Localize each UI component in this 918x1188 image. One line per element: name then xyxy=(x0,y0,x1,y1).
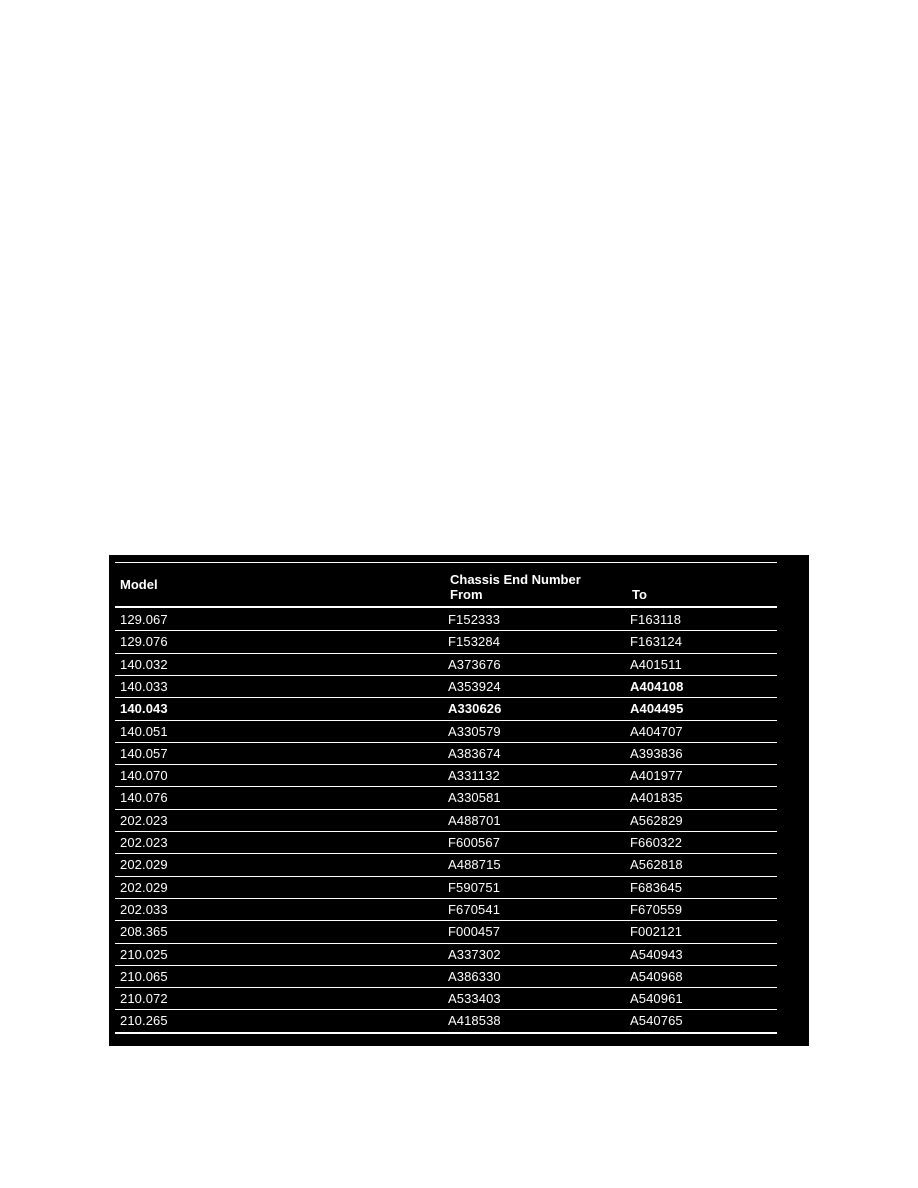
row-rule xyxy=(115,697,777,698)
from-cell: F600567 xyxy=(448,835,501,850)
table-top-rule xyxy=(115,562,777,563)
to-cell: F660322 xyxy=(630,835,683,850)
to-cell: A540765 xyxy=(630,1013,683,1028)
from-cell: F153284 xyxy=(448,634,501,649)
row-rule xyxy=(115,786,777,787)
from-cell: A533403 xyxy=(448,991,501,1006)
to-cell: F163118 xyxy=(630,612,682,627)
model-cell: 202.029 xyxy=(120,880,168,895)
model-cell: 129.067 xyxy=(120,612,168,627)
to-cell: F163124 xyxy=(630,634,683,649)
model-cell: 140.070 xyxy=(120,768,168,783)
to-cell: A401977 xyxy=(630,768,683,783)
from-cell: F000457 xyxy=(448,924,501,939)
to-cell: A540968 xyxy=(630,969,683,984)
row-rule xyxy=(115,853,777,854)
row-rule xyxy=(115,876,777,877)
header-rule xyxy=(115,606,777,608)
model-cell: 140.057 xyxy=(120,746,168,761)
row-rule xyxy=(115,720,777,721)
model-cell: 202.023 xyxy=(120,813,168,828)
header-from: From xyxy=(450,587,483,602)
chassis-table xyxy=(109,555,809,1046)
model-cell: 140.043 xyxy=(120,701,168,716)
row-rule xyxy=(115,943,777,944)
row-rule xyxy=(115,831,777,832)
to-cell: A404108 xyxy=(630,679,684,694)
header-chassis-end-number: Chassis End Number xyxy=(450,572,581,587)
from-cell: F590751 xyxy=(448,880,501,895)
row-rule xyxy=(115,675,777,676)
model-cell: 202.033 xyxy=(120,902,168,917)
row-rule xyxy=(115,742,777,743)
row-rule xyxy=(115,1032,777,1034)
model-cell: 202.023 xyxy=(120,835,168,850)
to-cell: F683645 xyxy=(630,880,683,895)
model-cell: 202.029 xyxy=(120,857,168,872)
from-cell: A330579 xyxy=(448,724,501,739)
header-to: To xyxy=(632,587,647,602)
to-cell: A540961 xyxy=(630,991,683,1006)
row-rule xyxy=(115,653,777,654)
from-cell: A353924 xyxy=(448,679,501,694)
model-cell: 140.033 xyxy=(120,679,168,694)
row-rule xyxy=(115,920,777,921)
from-cell: A330626 xyxy=(448,701,502,716)
model-cell: 140.032 xyxy=(120,657,168,672)
model-cell: 210.072 xyxy=(120,991,168,1006)
from-cell: A488715 xyxy=(448,857,501,872)
row-rule xyxy=(115,898,777,899)
from-cell: A331132 xyxy=(448,768,500,783)
row-rule xyxy=(115,809,777,810)
model-cell: 210.025 xyxy=(120,947,168,962)
from-cell: A330581 xyxy=(448,790,501,805)
to-cell: A401511 xyxy=(630,657,682,672)
row-rule xyxy=(115,630,777,631)
header-model: Model xyxy=(120,577,158,592)
row-rule xyxy=(115,764,777,765)
to-cell: F002121 xyxy=(630,924,683,939)
row-rule xyxy=(115,987,777,988)
row-rule xyxy=(115,965,777,966)
from-cell: A418538 xyxy=(448,1013,501,1028)
model-cell: 140.076 xyxy=(120,790,168,805)
from-cell: F152333 xyxy=(448,612,501,627)
from-cell: A337302 xyxy=(448,947,501,962)
model-cell: 210.265 xyxy=(120,1013,168,1028)
to-cell: A393836 xyxy=(630,746,683,761)
from-cell: A373676 xyxy=(448,657,501,672)
from-cell: F670541 xyxy=(448,902,501,917)
row-rule xyxy=(115,1009,777,1010)
from-cell: A488701 xyxy=(448,813,501,828)
to-cell: F670559 xyxy=(630,902,683,917)
model-cell: 210.065 xyxy=(120,969,168,984)
to-cell: A404495 xyxy=(630,701,684,716)
to-cell: A562818 xyxy=(630,857,683,872)
from-cell: A386330 xyxy=(448,969,501,984)
model-cell: 140.051 xyxy=(120,724,168,739)
to-cell: A404707 xyxy=(630,724,683,739)
model-cell: 208.365 xyxy=(120,924,168,939)
model-cell: 129.076 xyxy=(120,634,168,649)
to-cell: A401835 xyxy=(630,790,683,805)
from-cell: A383674 xyxy=(448,746,501,761)
to-cell: A562829 xyxy=(630,813,683,828)
to-cell: A540943 xyxy=(630,947,683,962)
